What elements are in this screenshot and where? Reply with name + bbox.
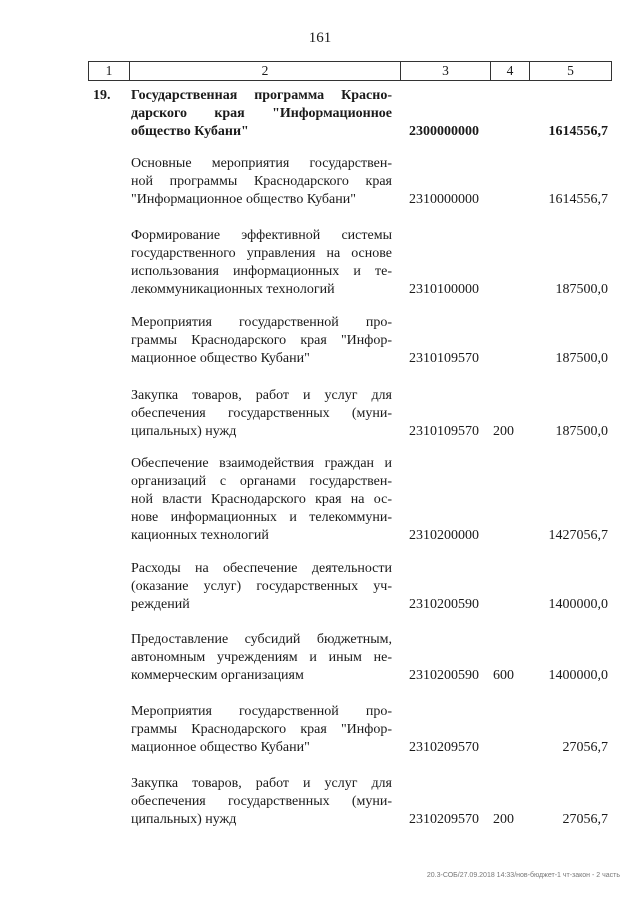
row-description [131, 87, 392, 141]
description-line: Закупка товаров, работ и услуг для [131, 388, 392, 403]
description-line: ципальных) нужд [131, 424, 237, 439]
description-line: обеспечения государственных (муни- [131, 406, 392, 421]
document-footer: 20.3-СОБ/27.09.2018 14:33/нов-бюджет-1 чт-закон - 2 часть [426, 872, 620, 879]
description-line: автономным учреждениям и иным не- [131, 650, 392, 665]
description-line: ной власти Краснодарского края на ос- [131, 492, 392, 507]
description-line: организаций с органами государствен- [131, 474, 392, 489]
row-amount: 1614556,7 [548, 124, 608, 139]
row-description [131, 455, 392, 545]
row-description [131, 560, 392, 614]
table-row [88, 87, 612, 141]
row-amount: 1400000,0 [548, 668, 608, 683]
description-line: Обеспечение взаимодействия граждан и [131, 456, 392, 471]
header-col-5: 5 [529, 61, 612, 81]
table-row [88, 560, 612, 614]
row-description [131, 387, 392, 441]
table-row [88, 703, 612, 757]
description-line: ципальных) нужд [131, 812, 237, 827]
row-amount: 1400000,0 [548, 597, 608, 612]
description-line: Формирование эффективной системы [131, 228, 392, 243]
row-code: 2310200000 [409, 528, 479, 543]
table-row [88, 314, 612, 368]
description-line: Расходы на обеспечение деятельности [131, 561, 392, 576]
description-line: обеспечения государственных (муни- [131, 794, 392, 809]
row-amount: 1427056,7 [548, 528, 608, 543]
description-line: Мероприятия государственной про- [131, 315, 392, 330]
description-line: кационных технологий [131, 528, 269, 543]
row-code: 2300000000 [409, 124, 479, 139]
row-code: 2310109570 [409, 424, 479, 439]
description-line: реждений [131, 597, 190, 612]
description-line: (оказание услуг) государственных уч- [131, 579, 392, 594]
row-description [131, 775, 392, 829]
table-row [88, 155, 612, 209]
description-line: "Информационное общество Кубани" [131, 192, 356, 207]
description-line: Основные мероприятия государствен- [131, 156, 392, 171]
description-line: граммы Краснодарского края "Инфор- [131, 333, 392, 348]
row-amount: 187500,0 [555, 424, 608, 439]
row-code: 2310100000 [409, 282, 479, 297]
row-amount: 1614556,7 [548, 192, 608, 207]
table-row [88, 631, 612, 685]
row-code: 2310200590 [409, 668, 479, 683]
row-code: 2310109570 [409, 351, 479, 366]
row-code: 2310200590 [409, 597, 479, 612]
description-line: Мероприятия государственной про- [131, 704, 392, 719]
description-line: мационное общество Кубани" [131, 351, 310, 366]
row-description [131, 227, 392, 299]
row-number: 19. [93, 88, 111, 103]
table-row [88, 775, 612, 829]
row-amount: 187500,0 [555, 282, 608, 297]
description-line: дарского края "Информационное [131, 106, 392, 121]
description-line: Государственная программа Красно- [131, 88, 392, 103]
table-header [88, 61, 612, 81]
header-col-3: 3 [400, 61, 490, 81]
description-line: Закупка товаров, работ и услуг для [131, 776, 392, 791]
description-line: нове информационных и телекоммуни- [131, 510, 392, 525]
row-amount: 27056,7 [562, 812, 608, 827]
row-expense-type: 200 [493, 812, 514, 827]
row-amount: 187500,0 [555, 351, 608, 366]
header-col-4: 4 [490, 61, 529, 81]
row-expense-type: 600 [493, 668, 514, 683]
row-expense-type: 200 [493, 424, 514, 439]
row-code: 2310209570 [409, 812, 479, 827]
table-row [88, 387, 612, 441]
row-description [131, 631, 392, 685]
row-description [131, 314, 392, 368]
row-code: 2310000000 [409, 192, 479, 207]
description-line: Предоставление субсидий бюджетным, [131, 632, 392, 647]
row-amount: 27056,7 [562, 740, 608, 755]
description-line: государственного управления на основе [131, 246, 392, 261]
description-line: мационное общество Кубани" [131, 740, 310, 755]
table-row [88, 227, 612, 299]
description-line: ной программы Краснодарского края [131, 174, 392, 189]
page-number: 161 [308, 30, 332, 46]
row-code: 2310209570 [409, 740, 479, 755]
table-row [88, 455, 612, 545]
description-line: использования информационных и те- [131, 264, 392, 279]
row-description [131, 155, 392, 209]
header-col-2: 2 [129, 61, 400, 81]
row-description [131, 703, 392, 757]
description-line: коммерческим организациям [131, 668, 304, 683]
header-col-1: 1 [88, 61, 129, 81]
description-line: общество Кубани" [131, 124, 249, 139]
description-line: лекоммуникационных технологий [131, 282, 335, 297]
description-line: граммы Краснодарского края "Инфор- [131, 722, 392, 737]
